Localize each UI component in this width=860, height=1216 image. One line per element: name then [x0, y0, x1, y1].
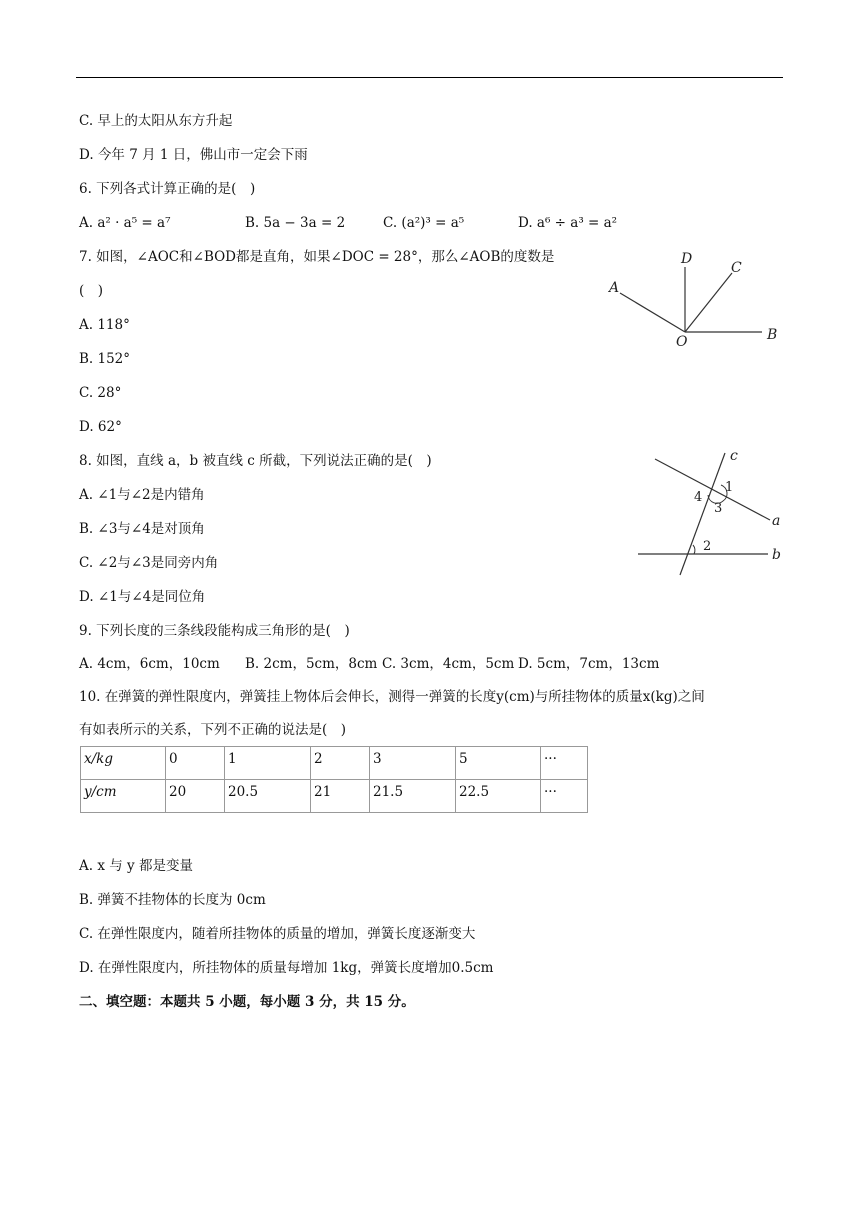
angle-arc-2	[693, 545, 695, 554]
label-angle-1: 1	[725, 480, 734, 495]
q7-paren: ( )	[79, 283, 104, 299]
q8-stem: 8. 如图，直线 a，b 被直线 c 所截，下列说法正确的是( )	[79, 453, 432, 469]
q6-option-d: D. a⁶ ÷ a³ = a²	[518, 215, 618, 231]
q9-option-b: B. 2cm，5cm，8cm	[245, 656, 378, 672]
table-cell: 20.5	[225, 780, 311, 813]
q7-option-c: C. 28°	[79, 385, 122, 401]
table-cell: 3	[370, 747, 456, 780]
label-b: b	[772, 547, 781, 563]
q10-data-table	[80, 746, 588, 813]
label-angle-2: 2	[703, 539, 712, 554]
ray-oc	[685, 273, 732, 332]
q9-option-c: C. 3cm，4cm，5cm	[382, 656, 515, 672]
q10-option-a: A. x 与 y 都是变量	[79, 858, 193, 874]
label-o: O	[676, 334, 688, 350]
table-cell: 21.5	[370, 780, 456, 813]
label-c: c	[730, 448, 738, 464]
label-a: a	[772, 513, 781, 529]
q8-transversal-figure	[630, 445, 790, 580]
q10-option-d: D. 在弹性限度内，所挂物体的质量每增加 1kg，弹簧长度增加0.5cm	[79, 960, 494, 976]
q10-stem-line2: 有如表所示的关系，下列不正确的说法是( )	[79, 722, 347, 738]
q10-stem-line1: 10. 在弹簧的弹性限度内，弹簧挂上物体后会伸长，测得一弹簧的长度y(cm)与所挂物体的质量x(kg)之间	[79, 689, 705, 705]
table-header-y: y/cm	[81, 780, 166, 813]
q10-option-c: C. 在弹性限度内，随着所挂物体的质量的增加，弹簧长度逐渐变大	[79, 926, 476, 942]
table-cell: 0	[166, 747, 225, 780]
label-b: B	[767, 327, 778, 343]
table-cell: ···	[541, 780, 588, 813]
q7-option-b: B. 152°	[79, 351, 131, 367]
label-d: D	[681, 251, 693, 267]
table-row-y	[81, 780, 588, 813]
q8-option-c: C. ∠2与∠3是同旁内角	[79, 555, 219, 571]
q5-option-c: C. 早上的太阳从东方升起	[79, 113, 233, 129]
q8-option-d: D. ∠1与∠4是同位角	[79, 589, 206, 605]
label-c: C	[731, 260, 742, 276]
q9-option-a: A. 4cm，6cm，10cm	[79, 656, 220, 672]
table-cell: 20	[166, 780, 225, 813]
table-header-x: x/kg	[81, 747, 166, 780]
header-rule	[76, 77, 783, 78]
q7-option-a: A. 118°	[79, 317, 130, 333]
label-angle-4: 4	[694, 490, 703, 505]
q6-option-a: A. a² · a⁵ = a⁷	[79, 215, 171, 231]
table-cell: 5	[456, 747, 541, 780]
table-cell: ···	[541, 747, 588, 780]
q10-option-b: B. 弹簧不挂物体的长度为 0cm	[79, 892, 266, 908]
q7-option-d: D. 62°	[79, 419, 122, 435]
q9-option-d: D. 5cm，7cm，13cm	[518, 656, 660, 672]
table-cell: 22.5	[456, 780, 541, 813]
table-cell: 21	[311, 780, 370, 813]
table-cell: 2	[311, 747, 370, 780]
q6-stem: 6. 下列各式计算正确的是( )	[79, 181, 256, 197]
q8-option-b: B. ∠3与∠4是对顶角	[79, 521, 205, 537]
q5-option-d: D. 今年 7 月 1 日，佛山市一定会下雨	[79, 147, 308, 163]
table-row-x	[81, 747, 588, 780]
q8-option-a: A. ∠1与∠2是内错角	[79, 487, 205, 503]
q6-option-b: B. 5a − 3a = 2	[245, 215, 346, 231]
q9-stem: 9. 下列长度的三条线段能构成三角形的是( )	[79, 623, 350, 639]
section-heading: 二、填空题：本题共 5 小题，每小题 3 分，共 15 分。	[79, 994, 415, 1010]
label-a: A	[609, 280, 620, 296]
table-cell: 1	[225, 747, 311, 780]
line-a	[655, 459, 770, 520]
q7-stem: 7. 如图，∠AOC和∠BOD都是直角，如果∠DOC = 28°，那么∠AOB的度数是	[79, 249, 555, 265]
label-angle-3: 3	[714, 501, 723, 516]
q7-angle-figure	[600, 245, 790, 355]
ray-oa	[620, 293, 685, 332]
q6-option-c: C. (a²)³ = a⁵	[383, 215, 465, 231]
